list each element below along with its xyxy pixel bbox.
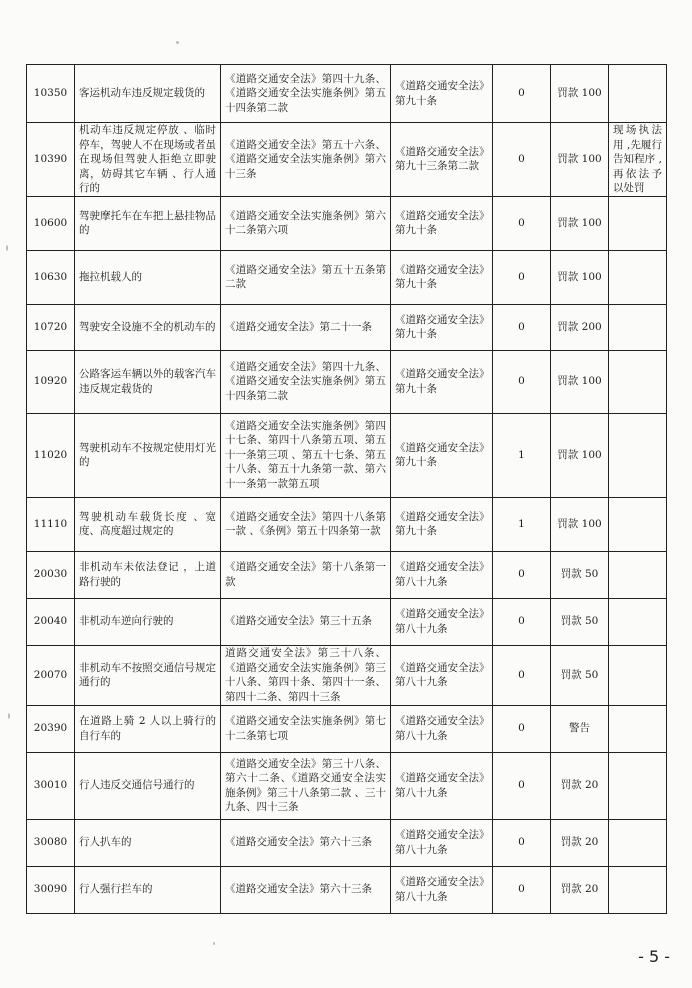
legal-basis: 《道路交通安全法》第五十六条、《道路交通安全法实施条例》第六十三条 <box>221 123 391 197</box>
demerit-points: 0 <box>493 551 551 598</box>
penalty-basis: 《道路交通安全法》第八十九条 <box>391 598 493 645</box>
scan-speck <box>213 942 215 945</box>
fine-amount: 罚款 20 <box>551 866 609 913</box>
violation-description: 公路客运车辆以外的载客汽车违反规定载货的 <box>75 350 221 413</box>
scan-speck <box>176 41 179 44</box>
legal-basis: 道路交通安全法》第三十八条、《道路交通安全法实施条例》第三十八条、第四十条、第四十一条、第四十二条、第四十三条 <box>221 645 391 705</box>
demerit-points: 0 <box>493 819 551 866</box>
table-row <box>27 304 667 350</box>
table-row <box>27 497 667 551</box>
violation-description: 拖拉机载人的 <box>75 250 221 304</box>
fine-amount: 罚款 100 <box>551 250 609 304</box>
remarks <box>609 752 667 819</box>
fine-amount: 警告 <box>551 705 609 752</box>
code-cell: 20390 <box>27 705 75 752</box>
table-row <box>27 866 667 913</box>
code-cell: 30080 <box>27 819 75 866</box>
legal-basis: 《道路交通安全法》第四十九条、《道路交通安全法实施条例》第五十四条第二款 <box>221 65 391 123</box>
violation-description: 驾驶机动车载货长度 、宽度、高度超过规定的 <box>75 497 221 551</box>
demerit-points: 0 <box>493 866 551 913</box>
code-cell: 30090 <box>27 866 75 913</box>
table-row <box>27 551 667 598</box>
table-row <box>27 705 667 752</box>
fine-amount: 罚款 50 <box>551 598 609 645</box>
fine-amount: 罚款 50 <box>551 551 609 598</box>
legal-basis: 《道路交通安全法》第十八条第一款 <box>221 551 391 598</box>
demerit-points: 0 <box>493 123 551 197</box>
violation-description: 驾驶摩托车在车把上悬挂物品的 <box>75 196 221 250</box>
violation-description: 客运机动车违反规定载货的 <box>75 65 221 123</box>
demerit-points: 1 <box>493 497 551 551</box>
fine-amount: 罚款 100 <box>551 65 609 123</box>
code-cell: 20030 <box>27 551 75 598</box>
violation-table <box>26 64 667 914</box>
code-cell: 20040 <box>27 598 75 645</box>
remarks <box>609 304 667 350</box>
table-row <box>27 196 667 250</box>
code-cell: 10920 <box>27 350 75 413</box>
demerit-points: 0 <box>493 196 551 250</box>
legal-basis: 《道路交通安全法》第六十三条 <box>221 819 391 866</box>
demerit-points: 0 <box>493 65 551 123</box>
remarks <box>609 645 667 705</box>
table-row <box>27 65 667 123</box>
table-row <box>27 819 667 866</box>
remarks <box>609 250 667 304</box>
penalty-basis: 《道路交通安全法》第八十九条 <box>391 551 493 598</box>
fine-amount: 罚款 20 <box>551 752 609 819</box>
remarks <box>609 598 667 645</box>
table-row <box>27 598 667 645</box>
code-cell: 10720 <box>27 304 75 350</box>
legal-basis: 《道路交通安全法实施条例》第六十二条第六项 <box>221 196 391 250</box>
demerit-points: 0 <box>493 598 551 645</box>
legal-basis: 《道路交通安全法》第二十一条 <box>221 304 391 350</box>
code-cell: 30010 <box>27 752 75 819</box>
table-row <box>27 645 667 705</box>
code-cell: 20070 <box>27 645 75 705</box>
table-row <box>27 250 667 304</box>
demerit-points: 0 <box>493 250 551 304</box>
penalty-basis: 《道路交通安全法》第八十九条 <box>391 752 493 819</box>
penalty-basis: 《道路交通安全法》第八十九条 <box>391 645 493 705</box>
penalty-basis: 《道路交通安全法》第八十九条 <box>391 819 493 866</box>
remarks <box>609 866 667 913</box>
fine-amount: 罚款 100 <box>551 413 609 497</box>
demerit-points: 0 <box>493 645 551 705</box>
legal-basis: 《道路交通安全法》第四十九条、《道路交通安全法实施条例》第五十四条第二款 <box>221 350 391 413</box>
fine-amount: 罚款 100 <box>551 123 609 197</box>
penalty-basis: 《道路交通安全法》第八十九条 <box>391 705 493 752</box>
scan-speck <box>8 713 10 719</box>
code-cell: 10630 <box>27 250 75 304</box>
penalty-basis: 《道路交通安全法》第九十条 <box>391 497 493 551</box>
legal-basis: 《道路交通安全法》第三十五条 <box>221 598 391 645</box>
fine-amount: 罚款 100 <box>551 350 609 413</box>
remarks <box>609 819 667 866</box>
penalty-basis: 《道路交通安全法》第九十条 <box>391 196 493 250</box>
code-cell: 11110 <box>27 497 75 551</box>
violation-description: 驾驶机动车不按规定使用灯光的 <box>75 413 221 497</box>
violation-description: 非机动车不按照交通信号规定通行的 <box>75 645 221 705</box>
penalty-basis: 《道路交通安全法》第八十九条 <box>391 866 493 913</box>
violation-description: 行人强行拦车的 <box>75 866 221 913</box>
penalty-basis: 《道路交通安全法》第九十条 <box>391 350 493 413</box>
code-cell: 11020 <box>27 413 75 497</box>
violation-description: 非机动车逆向行驶的 <box>75 598 221 645</box>
scan-speck <box>6 245 8 251</box>
remarks <box>609 551 667 598</box>
demerit-points: 1 <box>493 413 551 497</box>
fine-amount: 罚款 100 <box>551 497 609 551</box>
violation-description: 在道路上骑 2 人以上骑行的自行车的 <box>75 705 221 752</box>
table-row <box>27 413 667 497</box>
violation-description: 行人扒车的 <box>75 819 221 866</box>
demerit-points: 0 <box>493 350 551 413</box>
table-body <box>27 65 667 914</box>
fine-amount: 罚款 50 <box>551 645 609 705</box>
demerit-points: 0 <box>493 705 551 752</box>
penalty-basis: 《道路交通安全法》第九十条 <box>391 65 493 123</box>
remarks <box>609 196 667 250</box>
legal-basis: 《道路交通安全法实施条例》第四十七条、第四十八条第五项、第五十一条第三项 、第五十七条、第五十八条、第五十九条第一款、第六十一条第一款第五项 <box>221 413 391 497</box>
penalty-basis: 《道路交通安全法》第九十条 <box>391 304 493 350</box>
table-row <box>27 350 667 413</box>
penalty-basis: 《道路交通安全法》第九十条 <box>391 413 493 497</box>
penalty-basis: 《道路交通安全法》第九十条 <box>391 250 493 304</box>
remarks <box>609 413 667 497</box>
demerit-points: 0 <box>493 304 551 350</box>
demerit-points: 0 <box>493 752 551 819</box>
page-number: - 5 - <box>638 947 670 966</box>
table-row <box>27 123 667 197</box>
legal-basis: 《道路交通安全法》第五十五条第二款 <box>221 250 391 304</box>
violation-description: 非机动车未依法登记 ，上道路行驶的 <box>75 551 221 598</box>
remarks <box>609 65 667 123</box>
legal-basis: 《道路交通安全法》第四十八条第一款 、《条例》第五十四条第一款 <box>221 497 391 551</box>
remarks <box>609 497 667 551</box>
code-cell: 10600 <box>27 196 75 250</box>
remarks <box>609 705 667 752</box>
remarks: 现场执法用 ,先履行告知程序 ,再依法予以处罚 <box>609 123 667 197</box>
violation-description: 驾驶安全设施不全的机动车的 <box>75 304 221 350</box>
fine-amount: 罚款 100 <box>551 196 609 250</box>
violation-description: 机动车违反规定停放 、临时停车，驾驶人不在现场或者虽在现场但驾驶人拒绝立即驶离，妨碍其它车辆 、行人通行的 <box>75 123 221 197</box>
legal-basis: 《道路交通安全法实施条例》第七十二条第七项 <box>221 705 391 752</box>
fine-amount: 罚款 200 <box>551 304 609 350</box>
code-cell: 10350 <box>27 65 75 123</box>
legal-basis: 《道路交通安全法》第三十八条、第六十二条、《道路交通安全法实施条例》第三十八条第二款 、三十九条、四十三条 <box>221 752 391 819</box>
fine-amount: 罚款 20 <box>551 819 609 866</box>
code-cell: 10390 <box>27 123 75 197</box>
penalty-basis: 《道路交通安全法》第九十三条第二款 <box>391 123 493 197</box>
violation-description: 行人违反交通信号通行的 <box>75 752 221 819</box>
table-row <box>27 752 667 819</box>
remarks <box>609 350 667 413</box>
legal-basis: 《道路交通安全法》第六十三条 <box>221 866 391 913</box>
